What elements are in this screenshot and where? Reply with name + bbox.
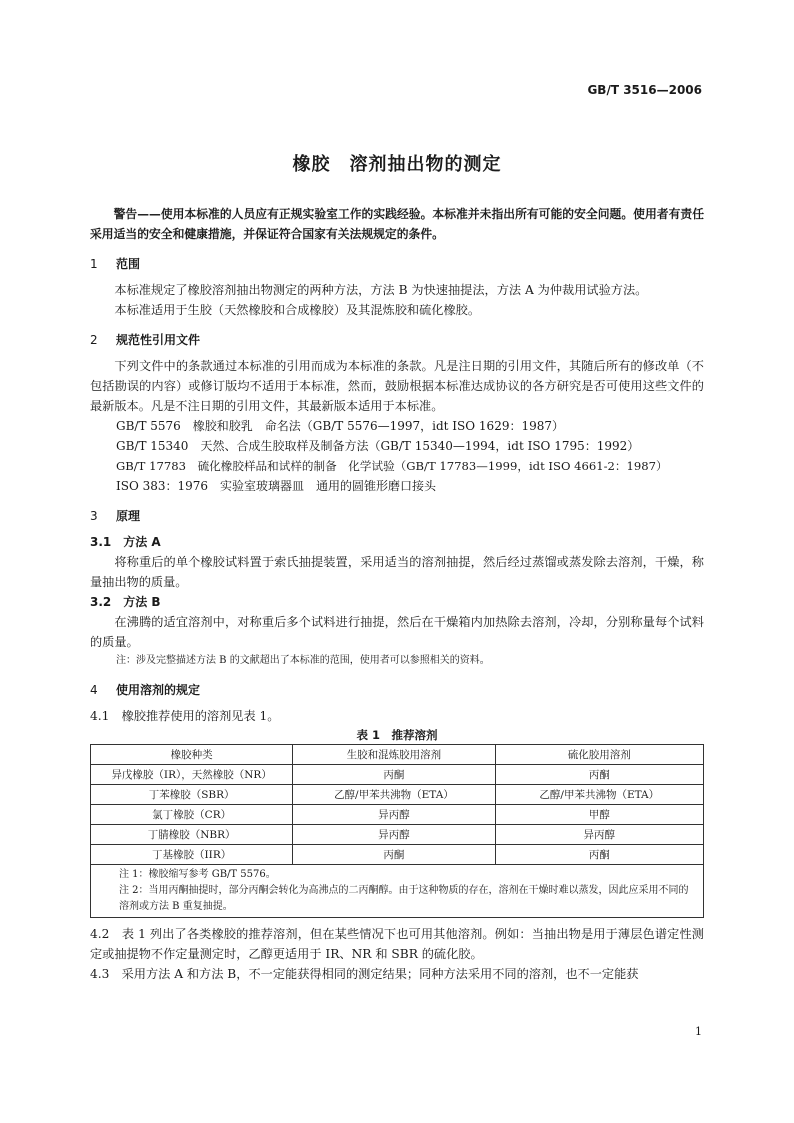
table-cell: 丁苯橡胶（SBR） — [91, 785, 293, 805]
subsection-3-2-heading: 3.2 方法 B — [90, 595, 161, 609]
table-header-cell: 橡胶种类 — [91, 745, 293, 765]
table-cell: 异戊橡胶（IR），天然橡胶（NR） — [91, 765, 293, 785]
table-cell: 乙醇/甲苯共沸物（ETA） — [293, 785, 495, 805]
table-cell: 异丙醇 — [495, 825, 703, 845]
section-3-heading — [90, 506, 704, 526]
table-cell: 氯丁橡胶（CR） — [91, 805, 293, 825]
table-notes-row — [91, 865, 704, 918]
table-cell: 丙酮 — [495, 765, 703, 785]
section-number: 1 — [90, 257, 98, 271]
table-row — [91, 765, 704, 785]
table-caption: 表 1 推荐溶剂 — [356, 728, 438, 742]
table-row — [91, 825, 704, 845]
table-header-cell: 硫化胶用溶剂 — [495, 745, 703, 765]
section-number: 3 — [90, 509, 98, 523]
scope-paragraph-1: 本标准规定了橡胶溶剂抽出物测定的两种方法，方法 B 为快速抽提法，方法 A 为仲裁用试验方法。 — [114, 283, 648, 297]
table-cell: 乙醇/甲苯共沸物（ETA） — [495, 785, 703, 805]
table-cell: 丙酮 — [293, 765, 495, 785]
section-4-heading — [90, 680, 704, 700]
reference-item: GB/T 5576 橡胶和胶乳 命名法（GB/T 5576—1997，idt ISO 1629：1987） — [116, 419, 564, 433]
warning-paragraph: 警告——使用本标准的人员应有正规实验室工作的实践经验。本标准并未指出所有可能的安全问题。使用者有责任采用适当的安全和健康措施，并保证符合国家有关法规规定的条件。 — [90, 207, 704, 241]
section-title: 使用溶剂的规定 — [116, 683, 201, 697]
table-cell: 丁腈橡胶（NBR） — [91, 825, 293, 845]
table-cell: 丁基橡胶（IIR） — [91, 845, 293, 865]
table-note-2: 注 2：当用丙酮抽提时，部分丙酮会转化为高沸点的二丙酮醇。由于这种物质的存在，溶剂在干燥时难以蒸发，因此应采用不同的溶剂或方法 B 重复抽提。 — [119, 885, 689, 912]
section-2-heading — [90, 330, 704, 350]
section-title: 范围 — [116, 257, 141, 271]
clause-4-2: 4.2 表 1 列出了各类橡胶的推荐溶剂，但在某些情况下也可用其他溶剂。例如：当抽出物是用于薄层色谱定性测定或抽提物不作定量测定时，乙醇更适用于 IR、NR 和 SBR 的硫化胶。 — [90, 927, 704, 961]
section-title: 规范性引用文件 — [116, 333, 201, 347]
section-1-heading — [90, 254, 704, 274]
references-intro: 下列文件中的条款通过本标准的引用而成为本标准的条款。凡是注日期的引用文件，其随后所有的修改单（不包括勘误的内容）或修订版均不适用于本标准，然而，鼓励根据本标准达成协议的各方研究是否可使用这些文件的最新版本。凡是不注日期的引用文件，其最新版本适用于本标准。 — [90, 359, 704, 413]
scope-paragraph-2: 本标准适用于生胶（天然橡胶和合成橡胶）及其混炼胶和硫化橡胶。 — [114, 303, 481, 317]
document-title: 橡胶 溶剂抽出物的测定 — [292, 154, 502, 175]
table-notes — [91, 865, 704, 918]
method-b-text: 在沸腾的适宜溶剂中，对称重后多个试料进行抽提，然后在干燥箱内加热除去溶剂，冷却，分别称量每个试料的质量。 — [90, 615, 704, 649]
table-row — [91, 805, 704, 825]
subsection-3-1-heading: 3.1 方法 A — [90, 535, 161, 549]
table-note-1: 注 1：橡胶缩写参考 GB/T 5576。 — [119, 869, 276, 880]
table-cell: 异丙醇 — [293, 825, 495, 845]
table-cell: 异丙醇 — [293, 805, 495, 825]
section-number: 4 — [90, 683, 98, 697]
table-cell: 丙酮 — [293, 845, 495, 865]
reference-item: ISO 383：1976 实验室玻璃器皿 通用的圆锥形磨口接头 — [116, 479, 437, 493]
solvent-table — [90, 744, 704, 918]
document-body — [90, 204, 704, 984]
clause-4-3: 4.3 采用方法 A 和方法 B，不一定能获得相同的测定结果；同种方法采用不同的溶剂，也不一定能获 — [90, 967, 639, 981]
page-number: 1 — [695, 1025, 702, 1038]
table-cell: 丙酮 — [495, 845, 703, 865]
reference-item: GB/T 17783 硫化橡胶样品和试样的制备 化学试验（GB/T 17783—1999，idt ISO 4661-2：1987） — [116, 459, 668, 473]
table-row — [91, 785, 704, 805]
table-header-cell: 生胶和混炼胶用溶剂 — [293, 745, 495, 765]
table-row — [91, 845, 704, 865]
section-number: 2 — [90, 333, 98, 347]
reference-item: GB/T 15340 天然、合成生胶取样及制备方法（GB/T 15340—1994，idt ISO 1795：1992） — [116, 439, 640, 453]
section-3-note: 注：涉及完整描述方法 B 的文献超出了本标准的范围，使用者可以参照相关的资料。 — [116, 655, 490, 666]
table-cell: 甲醇 — [495, 805, 703, 825]
clause-4-1: 4.1 橡胶推荐使用的溶剂见表 1。 — [90, 709, 280, 723]
method-a-text: 将称重后的单个橡胶试料置于索氏抽提装置，采用适当的溶剂抽提，然后经过蒸馏或蒸发除去溶剂，干燥，称量抽出物的质量。 — [90, 555, 704, 589]
section-title: 原理 — [116, 509, 141, 523]
table-header-row — [91, 745, 704, 765]
standard-code: GB/T 3516—2006 — [587, 83, 702, 97]
